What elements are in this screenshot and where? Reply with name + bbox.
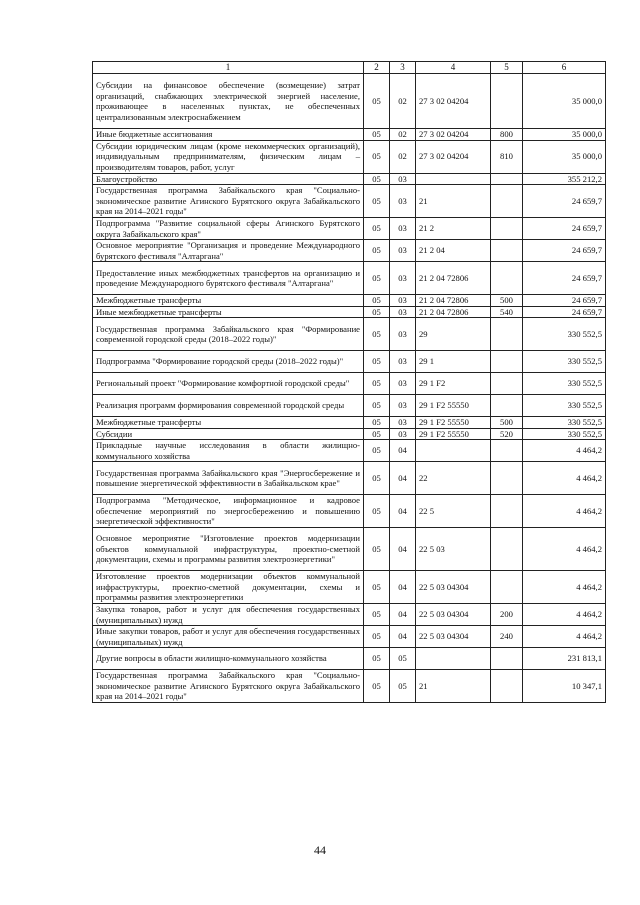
row-section: 05 [364, 373, 390, 395]
row-subsection: 05 [390, 670, 416, 703]
table-row [93, 440, 606, 462]
row-section: 05 [364, 173, 390, 185]
table-row [93, 318, 606, 351]
row-expense-type: 810 [491, 140, 523, 173]
row-section: 05 [364, 648, 390, 670]
row-subsection: 03 [390, 395, 416, 417]
row-target-code: 22 5 [416, 495, 491, 528]
row-amount: 35 000,0 [523, 74, 606, 129]
row-subsection: 03 [390, 318, 416, 351]
row-expense-type: 200 [491, 604, 523, 626]
row-subsection: 03 [390, 173, 416, 185]
row-expense-type [491, 351, 523, 373]
row-name: Изготовление проектов модернизации объектов коммунальной инфраструктуры, проектно-сметной документации, схемы и программы развития электроэнергетики [93, 571, 364, 604]
row-target-code: 22 5 03 [416, 528, 491, 571]
row-amount: 330 552,5 [523, 351, 606, 373]
row-amount: 4 464,2 [523, 528, 606, 571]
row-section: 05 [364, 318, 390, 351]
row-amount: 330 552,5 [523, 373, 606, 395]
row-amount: 355 212,2 [523, 173, 606, 185]
row-name: Межбюджетные трансферты [93, 417, 364, 429]
table-row [93, 74, 606, 129]
table-row [93, 604, 606, 626]
row-expense-type: 800 [491, 129, 523, 141]
table-row [93, 428, 606, 440]
row-name: Подпрограмма "Методическое, информационное и кадровое обеспечение мероприятий по энергосбережению и повышению энергетической эффективности" [93, 495, 364, 528]
row-amount: 4 464,2 [523, 604, 606, 626]
table-row [93, 395, 606, 417]
row-amount: 10 347,1 [523, 670, 606, 703]
row-name: Прикладные научные исследования в области жилищно-коммунального хозяйства [93, 440, 364, 462]
row-name: Подпрограмма "Развитие социальной сферы Агинского Бурятского округа Забайкальского края" [93, 218, 364, 240]
row-subsection: 04 [390, 440, 416, 462]
row-subsection: 05 [390, 648, 416, 670]
table-row [93, 295, 606, 307]
row-name: Субсидии [93, 428, 364, 440]
row-name: Благоустройство [93, 173, 364, 185]
row-expense-type: 500 [491, 295, 523, 307]
row-name: Закупка товаров, работ и услуг для обеспечения государственных (муниципальных) нужд [93, 604, 364, 626]
row-target-code [416, 173, 491, 185]
row-section: 05 [364, 140, 390, 173]
row-expense-type [491, 262, 523, 295]
row-subsection: 03 [390, 295, 416, 307]
row-target-code: 22 [416, 462, 491, 495]
row-name: Межбюджетные трансферты [93, 295, 364, 307]
row-subsection: 02 [390, 129, 416, 141]
table-row [93, 351, 606, 373]
row-amount: 35 000,0 [523, 140, 606, 173]
page-number: 44 [314, 843, 326, 857]
row-name: Подпрограмма "Формирование городской среды (2018–2022 годы)" [93, 351, 364, 373]
table-row [93, 528, 606, 571]
row-target-code: 21 2 04 [416, 240, 491, 262]
row-amount: 35 000,0 [523, 129, 606, 141]
row-name: Другие вопросы в области жилищно-коммунального хозяйства [93, 648, 364, 670]
table-row [93, 262, 606, 295]
row-name: Государственная программа Забайкальского края "Энергосбережение и повышение энергетической эффективности в Забайкальском крае" [93, 462, 364, 495]
row-section: 05 [364, 670, 390, 703]
row-name: Реализация программ формирования современной городской среды [93, 395, 364, 417]
table-row [93, 218, 606, 240]
row-target-code [416, 648, 491, 670]
row-amount: 330 552,5 [523, 428, 606, 440]
row-name: Иные бюджетные ассигнования [93, 129, 364, 141]
table-row [93, 648, 606, 670]
row-subsection: 03 [390, 373, 416, 395]
row-section: 05 [364, 306, 390, 318]
row-name: Предоставление иных межбюджетных трансфертов на организацию и проведение Международного бурятского фестиваля "Алтаргана" [93, 262, 364, 295]
row-expense-type [491, 240, 523, 262]
row-amount: 24 659,7 [523, 262, 606, 295]
row-subsection: 02 [390, 140, 416, 173]
row-subsection: 03 [390, 262, 416, 295]
col-header-3: 3 [390, 62, 416, 74]
row-expense-type [491, 185, 523, 218]
row-expense-type [491, 218, 523, 240]
table-row [93, 495, 606, 528]
row-amount: 24 659,7 [523, 240, 606, 262]
row-expense-type [491, 395, 523, 417]
row-expense-type: 540 [491, 306, 523, 318]
row-subsection: 04 [390, 495, 416, 528]
col-header-2: 2 [364, 62, 390, 74]
row-section: 05 [364, 626, 390, 648]
row-section: 05 [364, 74, 390, 129]
table-row [93, 417, 606, 429]
row-expense-type [491, 462, 523, 495]
row-section: 05 [364, 351, 390, 373]
row-section: 05 [364, 440, 390, 462]
row-name: Основное мероприятие "Изготовление проектов модернизации объектов коммунальной инфраструктуры, проектно-сметной документации, схемы и программы развития электроэнергетики" [93, 528, 364, 571]
row-amount: 24 659,7 [523, 306, 606, 318]
row-amount: 4 464,2 [523, 571, 606, 604]
row-section: 05 [364, 528, 390, 571]
row-amount: 4 464,2 [523, 462, 606, 495]
row-amount: 24 659,7 [523, 295, 606, 307]
row-section: 05 [364, 240, 390, 262]
row-subsection: 04 [390, 462, 416, 495]
row-expense-type: 520 [491, 428, 523, 440]
row-target-code: 29 1 F2 [416, 373, 491, 395]
table-row [93, 626, 606, 648]
row-expense-type [491, 648, 523, 670]
row-target-code [416, 440, 491, 462]
row-section: 05 [364, 129, 390, 141]
row-target-code: 21 2 04 72806 [416, 295, 491, 307]
table-row [93, 173, 606, 185]
row-section: 05 [364, 185, 390, 218]
table-row [93, 306, 606, 318]
table-row [93, 571, 606, 604]
row-expense-type: 240 [491, 626, 523, 648]
row-name: Иные межбюджетные трансферты [93, 306, 364, 318]
row-name: Основное мероприятие "Организация и проведение Международного бурятского фестиваля "Алтаргана" [93, 240, 364, 262]
row-amount: 24 659,7 [523, 218, 606, 240]
row-target-code: 21 2 [416, 218, 491, 240]
table-row [93, 462, 606, 495]
row-subsection: 04 [390, 626, 416, 648]
row-target-code: 29 1 F2 55550 [416, 395, 491, 417]
row-target-code: 29 1 F2 55550 [416, 428, 491, 440]
row-target-code: 27 3 02 04204 [416, 140, 491, 173]
table-row [93, 185, 606, 218]
row-amount: 4 464,2 [523, 440, 606, 462]
table-row [93, 670, 606, 703]
row-name: Субсидии юридическим лицам (кроме некоммерческих организаций), индивидуальным предпринимателям, физическим лицам – производителям товаров, работ, услуг [93, 140, 364, 173]
table-row [93, 240, 606, 262]
row-subsection: 03 [390, 428, 416, 440]
row-target-code: 22 5 03 04304 [416, 604, 491, 626]
row-section: 05 [364, 604, 390, 626]
row-section: 05 [364, 571, 390, 604]
row-subsection: 03 [390, 417, 416, 429]
row-amount: 231 813,1 [523, 648, 606, 670]
row-expense-type [491, 571, 523, 604]
row-name: Государственная программа Забайкальского края "Социально-экономическое развитие Агинского Бурятского округа Забайкальского края на 2014–2021 годы" [93, 185, 364, 218]
col-header-1: 1 [93, 62, 364, 74]
row-subsection: 04 [390, 604, 416, 626]
row-expense-type [491, 173, 523, 185]
row-target-code: 29 1 F2 55550 [416, 417, 491, 429]
row-subsection: 03 [390, 240, 416, 262]
row-name: Государственная программа Забайкальского края "Социально-экономическое развитие Агинского Бурятского округа Забайкальского края на 2014–2021 годы" [93, 670, 364, 703]
row-amount: 330 552,5 [523, 318, 606, 351]
row-amount: 330 552,5 [523, 417, 606, 429]
row-name: Государственная программа Забайкальского края "Формирование современной городской среды (2018–2022 годы)" [93, 318, 364, 351]
row-expense-type [491, 495, 523, 528]
row-section: 05 [364, 395, 390, 417]
row-expense-type: 500 [491, 417, 523, 429]
row-name: Региональный проект "Формирование комфортной городской среды" [93, 373, 364, 395]
row-amount: 330 552,5 [523, 395, 606, 417]
row-target-code: 21 2 04 72806 [416, 306, 491, 318]
row-name: Субсидии на финансовое обеспечение (возмещение) затрат организаций, снабжающих электрической энергией население, проживающее в населенных пунктах, не обеспеченных централизованным электроснабжением [93, 74, 364, 129]
row-target-code: 21 [416, 670, 491, 703]
row-target-code: 29 1 [416, 351, 491, 373]
row-subsection: 03 [390, 218, 416, 240]
row-target-code: 21 2 04 72806 [416, 262, 491, 295]
table-row [93, 140, 606, 173]
row-subsection: 03 [390, 351, 416, 373]
row-expense-type [491, 74, 523, 129]
budget-table [92, 61, 606, 703]
row-section: 05 [364, 462, 390, 495]
row-section: 05 [364, 218, 390, 240]
row-subsection: 03 [390, 185, 416, 218]
col-header-4: 4 [416, 62, 491, 74]
row-target-code: 27 3 02 04204 [416, 129, 491, 141]
col-header-6: 6 [523, 62, 606, 74]
row-section: 05 [364, 495, 390, 528]
row-section: 05 [364, 262, 390, 295]
row-expense-type [491, 440, 523, 462]
row-expense-type [491, 670, 523, 703]
row-amount: 4 464,2 [523, 495, 606, 528]
row-subsection: 04 [390, 571, 416, 604]
row-expense-type [491, 318, 523, 351]
header-row [93, 62, 606, 74]
row-subsection: 02 [390, 74, 416, 129]
col-header-5: 5 [491, 62, 523, 74]
row-subsection: 03 [390, 306, 416, 318]
table-row [93, 129, 606, 141]
row-expense-type [491, 528, 523, 571]
row-amount: 24 659,7 [523, 185, 606, 218]
row-target-code: 29 [416, 318, 491, 351]
row-subsection: 04 [390, 528, 416, 571]
row-section: 05 [364, 417, 390, 429]
table-row [93, 373, 606, 395]
row-target-code: 22 5 03 04304 [416, 571, 491, 604]
row-target-code: 27 3 02 04204 [416, 74, 491, 129]
row-expense-type [491, 373, 523, 395]
row-name: Иные закупки товаров, работ и услуг для обеспечения государственных (муниципальных) нужд [93, 626, 364, 648]
row-amount: 4 464,2 [523, 626, 606, 648]
row-section: 05 [364, 428, 390, 440]
row-target-code: 21 [416, 185, 491, 218]
row-target-code: 22 5 03 04304 [416, 626, 491, 648]
row-section: 05 [364, 295, 390, 307]
